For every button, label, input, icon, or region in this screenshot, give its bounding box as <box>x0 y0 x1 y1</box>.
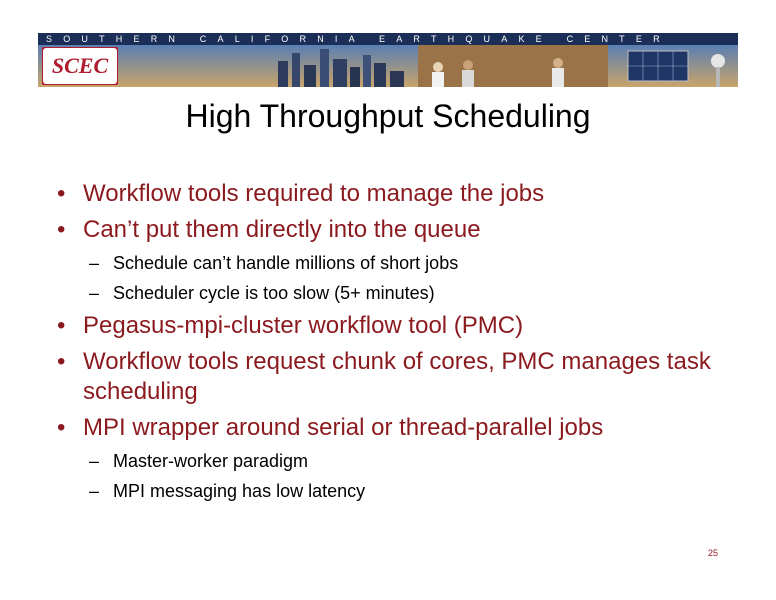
bullet-item <box>57 179 737 209</box>
page-number: 25 <box>708 548 719 558</box>
logo-text: SCEC <box>51 53 109 78</box>
bullet-text: Workflow tools request chunk of cores, PMC manages task scheduling <box>83 348 711 405</box>
banner-photo-collage <box>38 45 738 87</box>
sub-bullet-text: Master-worker paradigm <box>113 451 309 471</box>
scec-logo <box>42 47 118 85</box>
organization-name: SOUTHERN CALIFORNIA EARTHQUAKE CENTER <box>38 33 738 45</box>
sub-bullet-dash: – <box>89 451 100 471</box>
bullet-item <box>57 413 737 443</box>
sub-bullet-text: Schedule can’t handle millions of short jobs <box>113 253 459 273</box>
slide-title: High Throughput Scheduling <box>185 98 591 134</box>
bullet-text: Can’t put them directly into the queue <box>83 216 481 243</box>
bullet-item <box>57 347 737 407</box>
sub-bullet-dash: – <box>89 253 100 273</box>
bullet-dot: • <box>57 180 66 207</box>
bullet-dot: • <box>57 216 66 243</box>
bullet-item <box>57 311 737 341</box>
bullet-dot: • <box>57 312 66 339</box>
sub-bullet-item <box>57 281 737 305</box>
bullet-item <box>57 215 737 245</box>
header-banner <box>38 33 738 87</box>
bullet-dot: • <box>57 348 66 375</box>
bullet-list <box>57 173 737 503</box>
bullet-text: Workflow tools required to manage the jobs <box>83 180 545 207</box>
sub-bullet-text: Scheduler cycle is too slow (5+ minutes) <box>113 283 435 303</box>
bullet-text: Pegasus-mpi-cluster workflow tool (PMC) <box>83 312 524 339</box>
bullet-text: MPI wrapper around serial or thread-parallel jobs <box>83 414 604 441</box>
bullet-dot: • <box>57 414 66 441</box>
sub-bullet-text: MPI messaging has low latency <box>113 481 366 501</box>
sub-bullet-dash: – <box>89 283 100 303</box>
sub-bullet-item <box>57 479 737 503</box>
sub-bullet-dash: – <box>89 481 100 501</box>
sub-bullet-item <box>57 251 737 275</box>
sub-bullet-item <box>57 449 737 473</box>
